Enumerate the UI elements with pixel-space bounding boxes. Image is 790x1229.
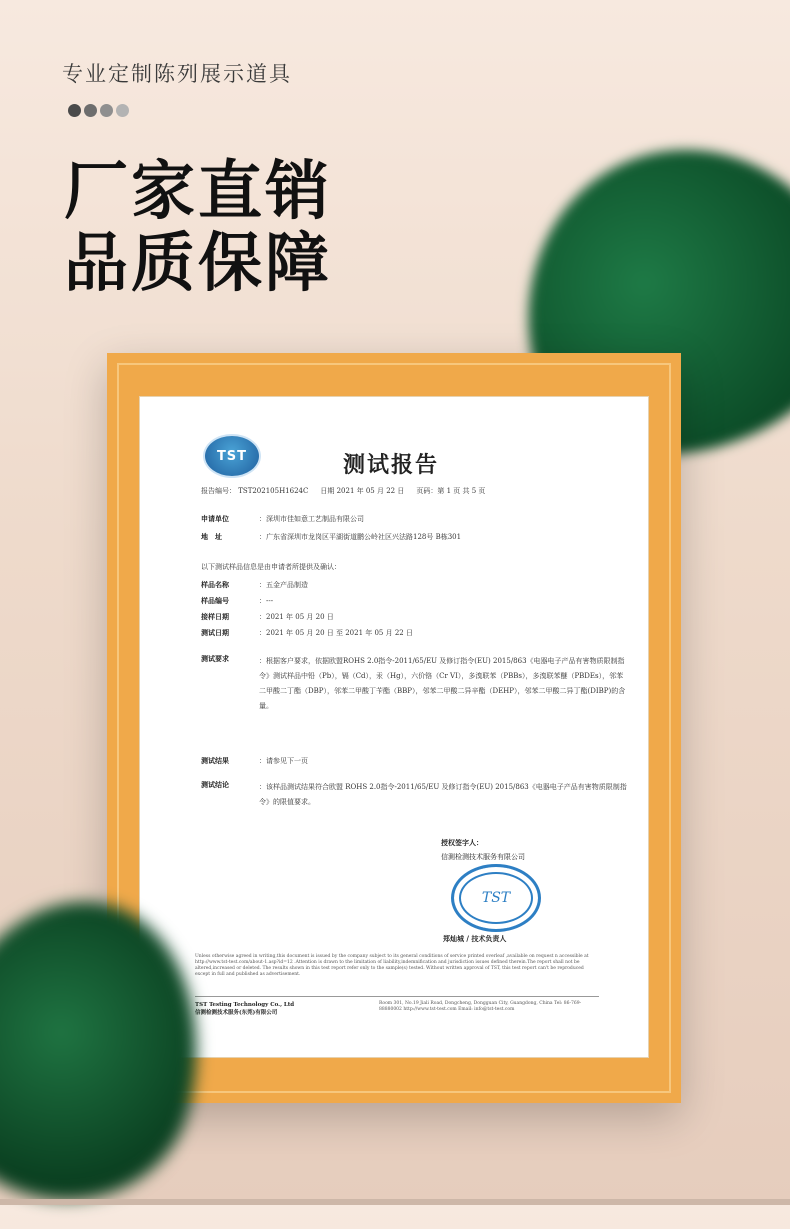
received-date-label: 接样日期 bbox=[201, 612, 229, 621]
sample-name-row bbox=[201, 580, 308, 590]
signatory-block bbox=[441, 836, 525, 864]
applicant-row bbox=[201, 514, 364, 524]
report-page: 页码：第 1 页 共 5 页 bbox=[416, 487, 486, 495]
bottom-divider bbox=[0, 1199, 790, 1205]
sample-no-label: 样品编号 bbox=[201, 596, 229, 605]
headline-factory-direct: 厂家直销 bbox=[64, 155, 332, 229]
headline-quality-guarantee: 品质保障 bbox=[64, 227, 332, 301]
legal-disclaimer: Unless otherwise agreed in writing,this document is issued by the company subject to its general conditions of service printed overleaf ,available on request n accessible at http://www.tst-test.com/about-1.asp?id=12 .Attention is drawn to the limitation of liability,indemnification and jurisdiction issues defined therein.The report shall not be altered,increased or deleted. The results shown in this test report refer only to the sample(s) tested. Without written approval of TST, this test report can't be reproduced except in full and published as advertisement. bbox=[195, 954, 589, 977]
applicant-value: ：深圳市佳如意工艺制品有限公司 bbox=[259, 515, 364, 523]
report-date: 日期 2021 年 05 月 22 日 bbox=[320, 487, 405, 495]
test-report-document bbox=[139, 396, 649, 1058]
received-date-row bbox=[201, 612, 334, 622]
test-result-row bbox=[201, 756, 308, 766]
applicant-label: 申请单位 bbox=[201, 514, 229, 523]
footer-company-en: TST Testing Technology Co., Ltd bbox=[195, 1002, 295, 1008]
address-row bbox=[201, 532, 461, 542]
address-value: ：广东省深圳市龙岗区平湖街道鹏公岭社区兴法路128号 B栋301 bbox=[259, 533, 462, 541]
document-footer bbox=[195, 996, 599, 1017]
test-result-label: 测试结果 bbox=[201, 756, 229, 765]
page-subtitle: 专业定制陈列展示道具 bbox=[62, 62, 292, 86]
test-result-value: ：请参见下一页 bbox=[259, 757, 308, 765]
test-requirement-label: 测试要求 bbox=[201, 654, 229, 663]
test-conclusion-value: ：该样品测试结果符合欧盟 ROHS 2.0指令-2011/65/EU 及修订指令(EU) 2015/863《电器电子产品有害物质限制指令》的限值要求。 bbox=[259, 783, 627, 806]
report-title: 测试报告 bbox=[343, 452, 440, 478]
test-requirement-value: ：根据客户要求，依据欧盟ROHS 2.0指令-2011/65/EU 及修订指令(EU) 2015/863《电器电子产品有害物质限制指令》测试样品中铅（Pb），镉（Cd），汞（Hg），六价铬（Cr VI），多溴联苯（PBBs），多溴联苯醚（PBDEs），邻苯二甲酸二丁酯（DBP），邻苯二甲酸丁苄酯（BBP），邻苯二甲酸二异辛酯（DEHP），邻苯二甲酸二异丁酯(DIBP)的含量。 bbox=[259, 657, 626, 710]
signatory-company: 信測检测技术服务有限公司 bbox=[441, 853, 525, 861]
test-conclusion-label: 测试结论 bbox=[201, 780, 229, 789]
dot-1 bbox=[68, 104, 81, 117]
dot-4 bbox=[116, 104, 129, 117]
dot-3 bbox=[100, 104, 113, 117]
stamp-label: 郑灿城 / 技术负责人 bbox=[443, 934, 507, 943]
sample-name-label: 样品名称 bbox=[201, 580, 229, 589]
footer-address: Room 301, No.19 Jiali Road, Dongcheng, Dongguan City, Guangdong, China Tel: 86-769-88880002 http://www.tst-test.com Email: info@tst-test.com bbox=[379, 1001, 582, 1012]
tst-logo-icon: TST bbox=[203, 434, 261, 478]
decorative-dots bbox=[68, 104, 129, 117]
report-number: 报告编号： TST202105H1624C bbox=[201, 487, 309, 495]
signatory-label: 授权签字人： bbox=[441, 838, 483, 847]
test-conclusion-row bbox=[201, 780, 629, 810]
test-date-label: 测试日期 bbox=[201, 628, 229, 637]
test-requirement-row bbox=[201, 654, 629, 714]
footer-company bbox=[195, 1001, 294, 1017]
sample-name-value: ：五金产品制造 bbox=[259, 581, 308, 589]
report-meta bbox=[201, 486, 485, 496]
sample-no-value: ：--- bbox=[259, 597, 274, 605]
test-date-value: ：2021 年 05 月 20 日 至 2021 年 05 月 22 日 bbox=[259, 629, 413, 637]
received-date-value: ：2021 年 05 月 20 日 bbox=[259, 613, 334, 621]
test-date-row bbox=[201, 628, 413, 638]
sample-intro: 以下测试样品信息是由申请者所提供及确认： bbox=[201, 563, 341, 571]
dot-2 bbox=[84, 104, 97, 117]
footer-company-cn: 信测检测技术服务(东莞)有限公司 bbox=[195, 1010, 278, 1016]
official-stamp-icon: TST bbox=[451, 864, 541, 932]
sample-no-row bbox=[201, 596, 273, 606]
address-label: 地 址 bbox=[201, 532, 222, 541]
